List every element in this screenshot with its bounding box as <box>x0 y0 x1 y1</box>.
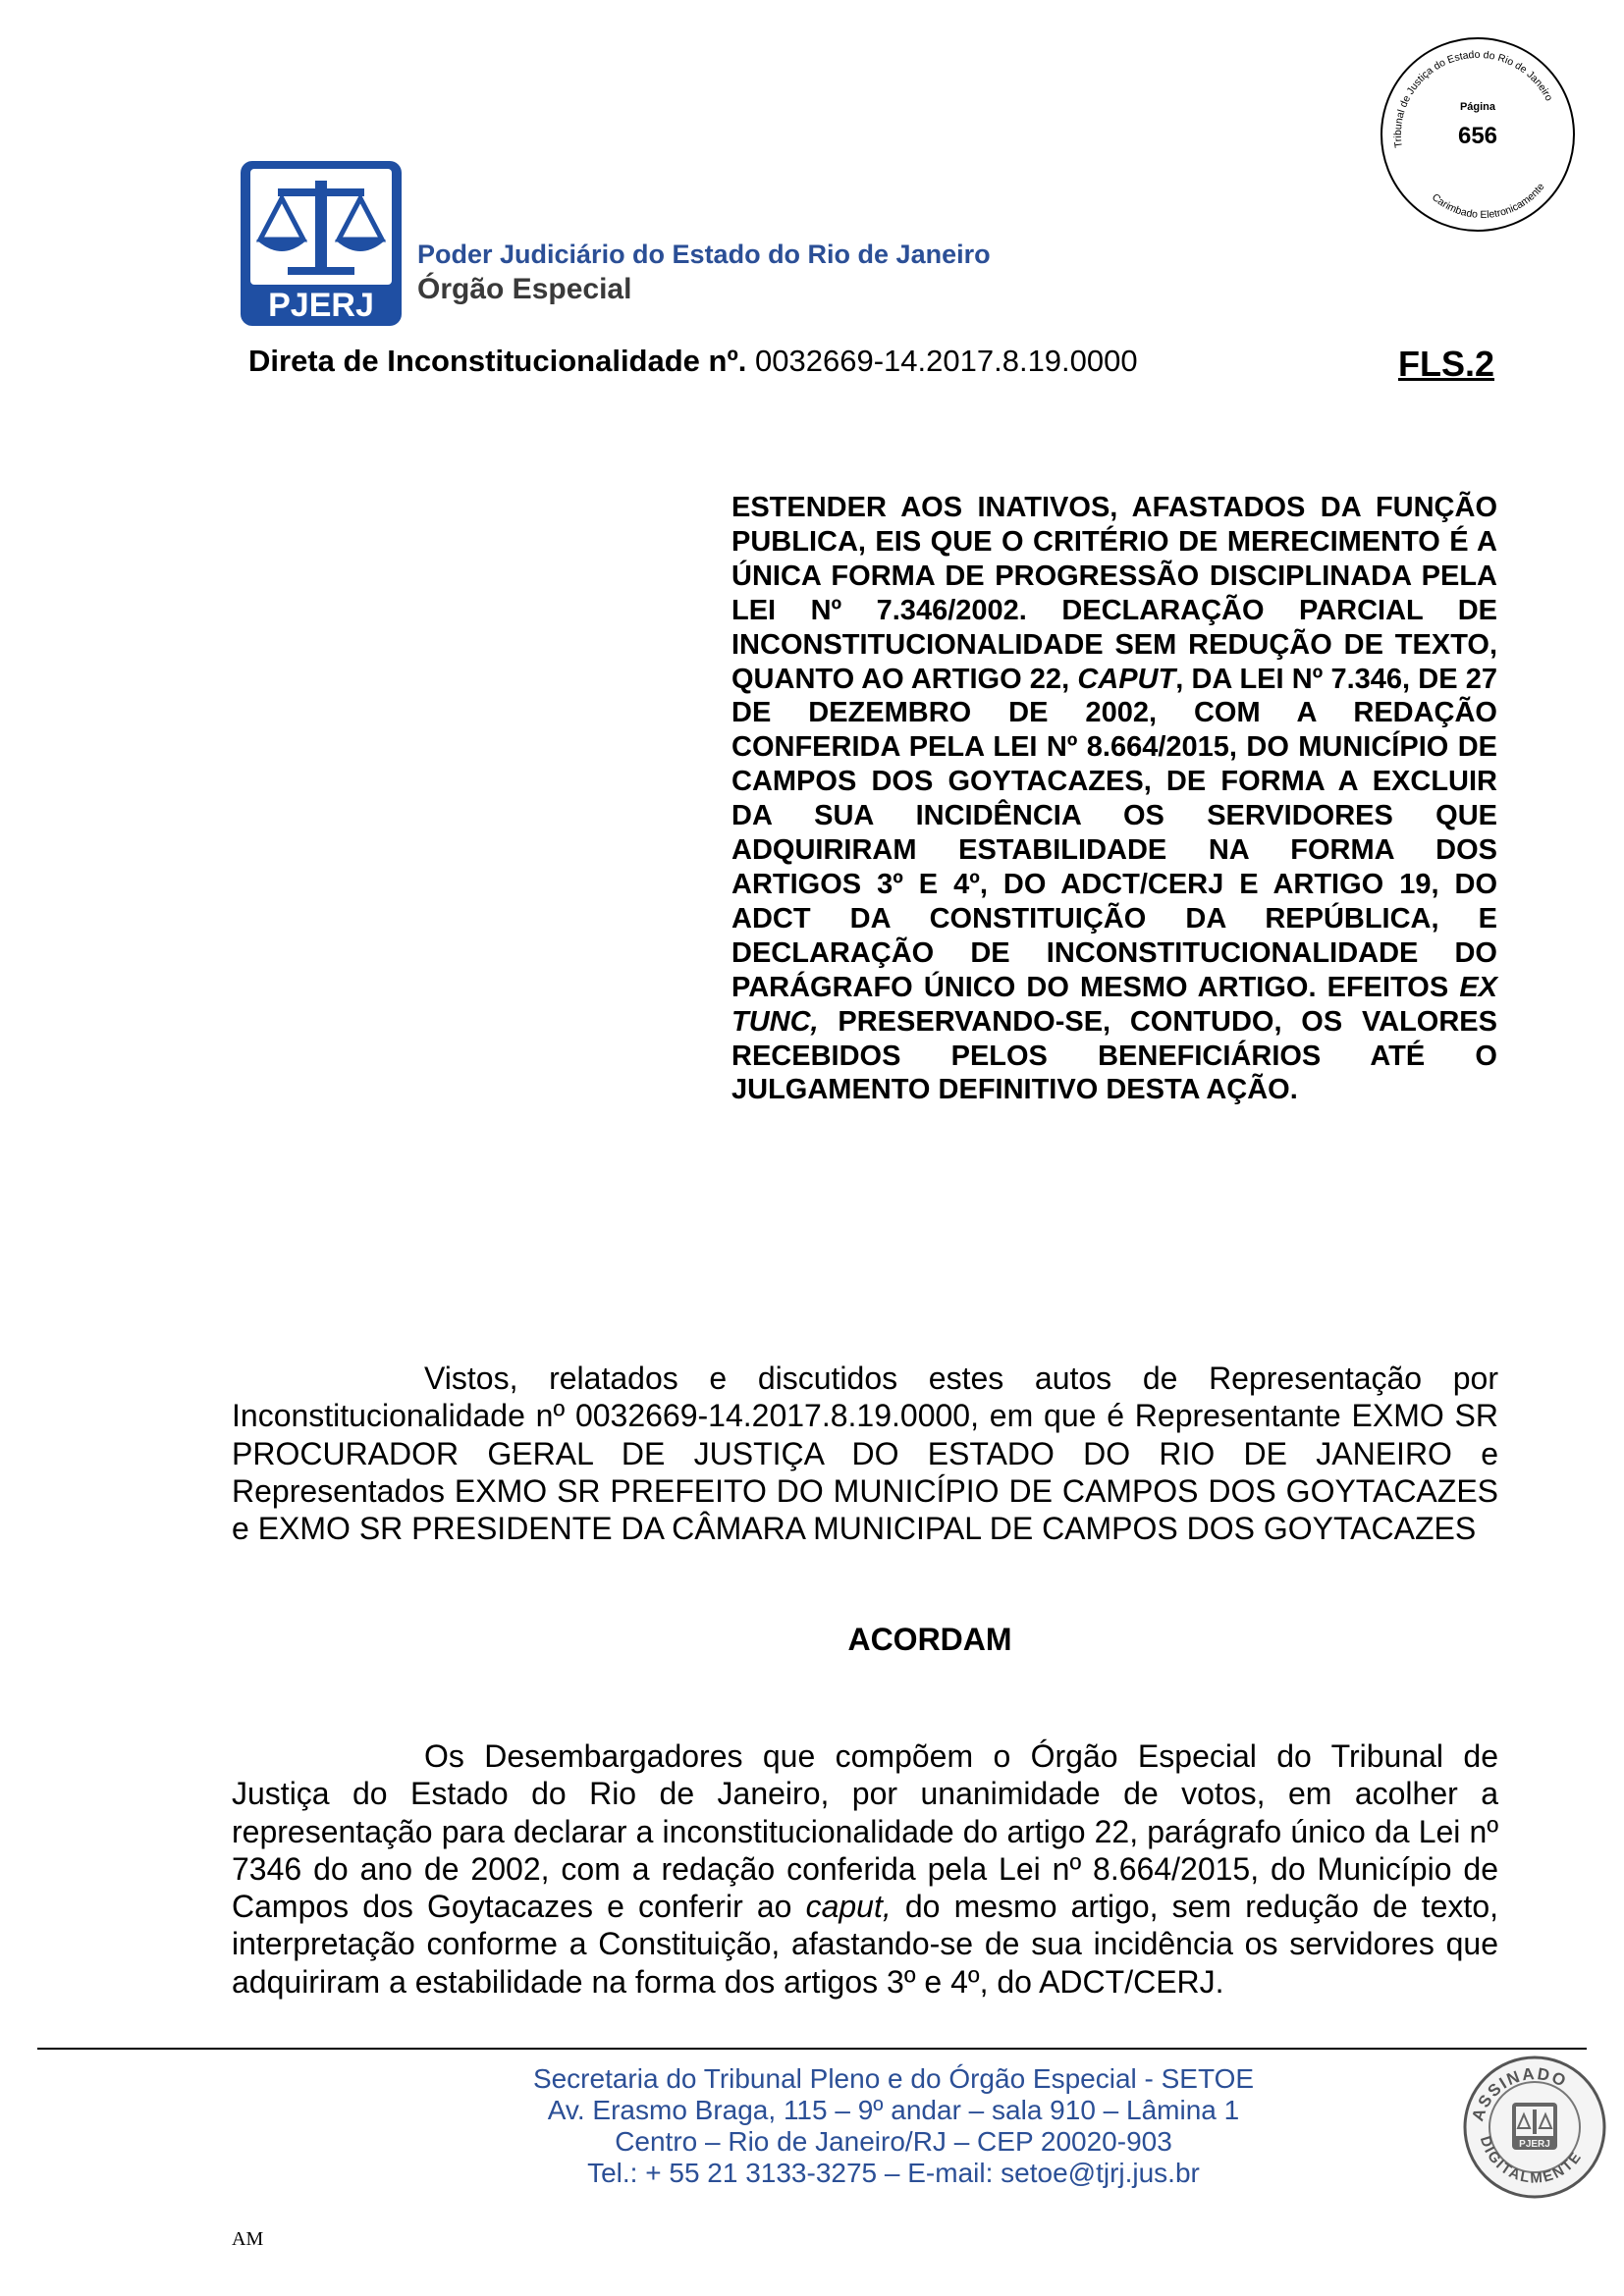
footer-line-3: Centro – Rio de Janeiro/RJ – CEP 20020-903 <box>615 2126 1172 2157</box>
ementa-part-2: , DA LEI Nº 7.346, DE 27 DE DEZEMBRO DE 2002, COM A REDAÇÃO CONFERIDA PELA LEI Nº 8.664/2015, DO MUNICÍPIO DE CAMPOS DOS GOYTACAZES, DE FORMA A EXCLUIR DA SUA INCIDÊNCIA OS SERVIDORES QUE ADQUIRIRAM ESTABILIDADE NA FORMA DOS ARTIGOS 3º E 4º, DO ADCT/CERJ E ARTIGO 19, DO ADCT DA CONSTITUIÇÃO DA REPÚBLICA, E DECLARAÇÃO DE INCONSTITUCIONALIDADE DO PARÁGRAFO ÚNICO DO MESMO ARTIGO. EFEITOS <box>731 663 1498 1003</box>
decision-part-2: do mesmo artigo, sem redução de texto, interpretação conforme a Constituição, afastando-se de sua incidência os servidores que adquiriram a estabilidade na forma dos artigos 3º e 4º, do ADCT/CERJ. <box>232 1889 1498 2000</box>
case-line <box>248 344 1138 379</box>
ementa-caput: CAPUT <box>1077 663 1176 695</box>
court-name: Poder Judiciário do Estado do Rio de Janeiro <box>417 240 991 269</box>
seal-logo-text: PJERJ <box>1519 2139 1550 2150</box>
vistos-paragraph <box>232 1360 1498 1547</box>
pjerj-logo <box>239 159 404 328</box>
stamp-label: Página <box>1459 101 1496 113</box>
footer-line-2: Av. Erasmo Braga, 115 – 9º andar – sala 910 – Lâmina 1 <box>547 2095 1240 2125</box>
stamp-page-number: 656 <box>1457 123 1498 149</box>
seal-top-text: ASSINADO <box>1468 2063 1571 2124</box>
stamp-bottom-text: Carimbado Eletronicamente <box>1429 181 1547 221</box>
footer-divider <box>37 2048 1587 2050</box>
vistos-text: Vistos, relatados e discutidos estes autos de Representação por Inconstitucionalidade nº 0032669-14.2017.8.19.0000, em que é Representante EXMO SR PROCURADOR GERAL DE JUSTIÇA DO ESTADO DO RIO DE JANEIRO e Representados EXMO SR PREFEITO DO MUNICÍPIO DE CAMPOS DOS GOYTACAZES e EXMO SR PRESIDENTE DA CÂMARA MUNICIPAL DE CAMPOS DOS GOYTACAZES <box>232 1361 1498 1547</box>
logo-text: PJERJ <box>268 287 374 324</box>
decision-part-1: Os Desembargadores que compõem o Órgão Especial do Tribunal de Justiça do Estado do Rio de Janeiro, por unanimidade de votos, em acolher a representação para declarar a inconstitucionalidade do artigo 22, parágrafo único da Lei nº 7346 do ano de 2002, com a redação conferida pela Lei nº 8.664/2015, do Município de Campos dos Goytacazes e conferir ao <box>232 1738 1498 1925</box>
ementa-part-1: ESTENDER AOS INATIVOS, AFASTADOS DA FUNÇÃO PUBLICA, EIS QUE O CRITÉRIO DE MERECIMENTO É A ÚNICA FORMA DE PROGRESSÃO DISCIPLINADA PELA LEI Nº 7.346/2002. DECLARAÇÃO PARCIAL DE INCONSTITUCIONALIDADE SEM REDUÇÃO DE TEXTO, QUANTO AO ARTIGO 22, <box>731 492 1497 695</box>
footer-address <box>412 2063 1375 2189</box>
author-initials: AM <box>232 2228 264 2250</box>
case-number: 0032669-14.2017.8.19.0000 <box>755 344 1138 378</box>
ementa-part-3: PRESERVANDO-SE, CONTUDO, OS VALORES RECEBIDOS PELOS BENEFICIÁRIOS ATÉ O JULGAMENTO DEFINITIVO DESTA AÇÃO. <box>731 1005 1497 1106</box>
footer-line-1: Secretaria do Tribunal Pleno e do Órgão Especial - SETOE <box>532 2063 1255 2094</box>
court-department: Órgão Especial <box>417 273 632 305</box>
folio-number: FLS.2 <box>1398 344 1495 384</box>
case-label: Direta de Inconstitucionalidade nº. <box>248 344 747 378</box>
page-stamp <box>1375 31 1581 238</box>
ementa-summary <box>731 491 1497 1107</box>
decision-caput: caput, <box>805 1889 892 1925</box>
decision-paragraph <box>232 1737 1498 2001</box>
stamp-arc-text: Tribunal de Justiça do Estado do Rio de Janeiro <box>1391 48 1555 149</box>
digital-signature-seal <box>1461 2054 1608 2201</box>
footer-line-4: Tel.: + 55 21 3133-3275 – E-mail: setoe@tjrj.jus.br <box>587 2158 1200 2188</box>
acordam-heading <box>0 1622 1624 1658</box>
ementa-ex-tunc: EX TUNC, <box>731 971 1497 1038</box>
seal-bottom-text: DIGITALMENTE <box>1476 2134 1586 2187</box>
acordam-text: ACORDAM <box>847 1622 1012 1657</box>
